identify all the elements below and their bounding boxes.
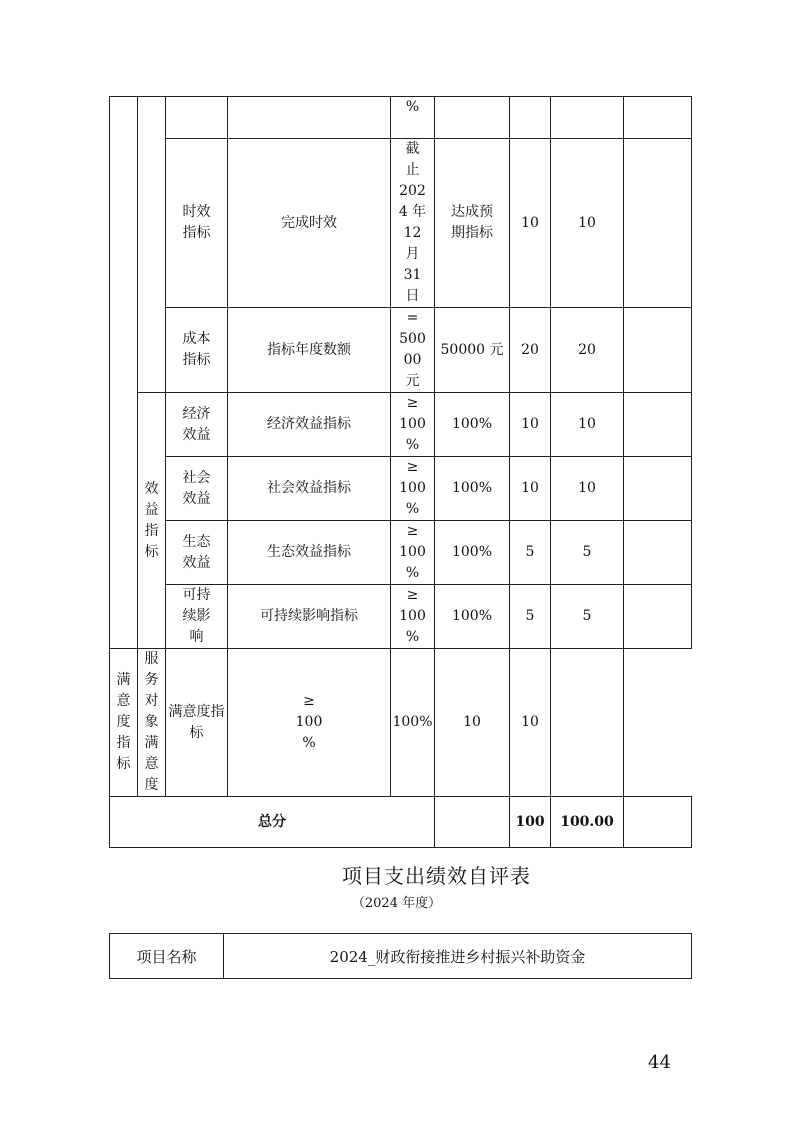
target-value: ≥ 100 % — [228, 649, 391, 797]
indicator-category: 可持 续影 响 — [166, 585, 228, 649]
benefit-group-label: 效 益 指 标 — [138, 393, 166, 649]
actual-value: 100% — [435, 585, 510, 649]
table-row — [110, 521, 692, 585]
level2-category-cell — [138, 97, 166, 393]
actual-value: 100% — [435, 393, 510, 457]
total-weight: 100 — [510, 797, 551, 848]
score-value: 5 — [551, 521, 624, 585]
indicator-name: 经济效益指标 — [228, 393, 391, 457]
indicator-category: 社会 效益 — [166, 457, 228, 521]
total-score: 100.00 — [551, 797, 624, 848]
remark-cell — [624, 139, 692, 308]
performance-indicator-table — [109, 96, 692, 848]
score-value: 10 — [510, 649, 551, 797]
table-row — [110, 393, 692, 457]
weight-value: 5 — [510, 585, 551, 649]
actual-value: 100% — [435, 521, 510, 585]
table-row — [110, 649, 692, 797]
score-value: 10 — [551, 139, 624, 308]
satisfaction-group-label: 满 意 度 指 标 — [110, 649, 138, 797]
indicator-name: 指标年度数额 — [228, 308, 391, 393]
indicator-name: 社会效益指标 — [228, 457, 391, 521]
actual-value: 100% — [435, 457, 510, 521]
page-subtitle: （2024 年度） — [351, 896, 442, 911]
target-value: ≥ 100 % — [391, 457, 435, 521]
table-row — [110, 97, 692, 139]
indicator-name: 生态效益指标 — [228, 521, 391, 585]
remark-cell — [624, 308, 692, 393]
remark-cell — [551, 649, 624, 797]
weight-value: 20 — [510, 308, 551, 393]
level1-category-cell — [110, 97, 138, 649]
actual-value: 50000 元 — [435, 308, 510, 393]
page-number: 44 — [648, 1052, 671, 1073]
table-row — [110, 457, 692, 521]
indicator-category: 经济 效益 — [166, 393, 228, 457]
remark-cell — [624, 521, 692, 585]
table-row — [110, 934, 692, 979]
weight-value: 10 — [510, 139, 551, 308]
weight-value: 10 — [435, 649, 510, 797]
weight-value: 10 — [510, 393, 551, 457]
indicator-category: 时效 指标 — [166, 139, 228, 308]
table-row — [110, 139, 692, 308]
remark-cell — [624, 585, 692, 649]
indicator-category: 生态 效益 — [166, 521, 228, 585]
actual-value: 100% — [391, 649, 435, 797]
remark-cell — [624, 457, 692, 521]
weight-value: 5 — [510, 521, 551, 585]
target-value: 截 止 202 4 年 12 月 31 日 — [391, 139, 435, 308]
table-row — [110, 308, 692, 393]
total-row — [110, 797, 692, 848]
indicator-name: 满意度指标 — [166, 649, 228, 797]
score-value: 10 — [551, 393, 624, 457]
indicator-name: 可持续影响指标 — [228, 585, 391, 649]
weight-value: 10 — [510, 457, 551, 521]
score-value: 10 — [551, 457, 624, 521]
remark-cell — [624, 393, 692, 457]
project-name-label: 项目名称 — [110, 934, 224, 979]
indicator-category: 成本 指标 — [166, 308, 228, 393]
target-value: ≥ 100 % — [391, 393, 435, 457]
target-value: ≥ 100 % — [391, 585, 435, 649]
target-value: ≥ 100 % — [391, 521, 435, 585]
page-title: 项目支出绩效自评表 — [342, 864, 531, 888]
score-value: 20 — [551, 308, 624, 393]
score-value: 5 — [551, 585, 624, 649]
table-row — [110, 585, 692, 649]
project-name-value: 2024_财政衔接推进乡村振兴补助资金 — [224, 934, 692, 979]
target-value: = 500 00 元 — [391, 308, 435, 393]
target-value: % — [405, 99, 420, 115]
total-label: 总分 — [110, 797, 435, 848]
actual-value: 达成预 期指标 — [435, 139, 510, 308]
indicator-category: 服务 对象 满意 度 — [138, 649, 166, 797]
indicator-name: 完成时效 — [228, 139, 391, 308]
project-info-table — [109, 933, 692, 979]
